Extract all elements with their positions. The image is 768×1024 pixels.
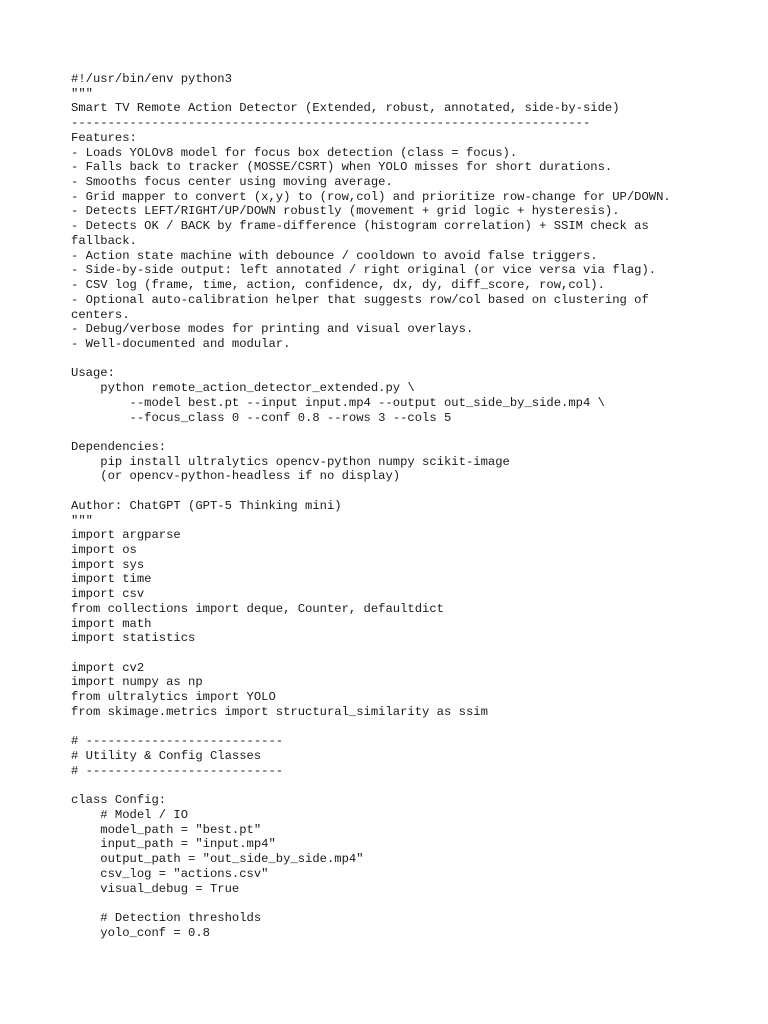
code-line: fallback.	[71, 233, 137, 248]
code-line: - Well-documented and modular.	[71, 336, 291, 351]
code-line: Features:	[71, 130, 137, 145]
code-line: import sys	[71, 557, 145, 572]
code-line: import statistics	[71, 631, 196, 646]
code-line: #!/usr/bin/env python3	[71, 72, 232, 86]
code-line: """	[71, 86, 93, 101]
code-line: import numpy as np	[71, 675, 203, 690]
code-line: # Detection thresholds	[71, 910, 262, 925]
code-line: input_path = "input.mp4"	[71, 837, 276, 852]
code-line: import time	[71, 572, 152, 587]
code-line	[71, 352, 751, 367]
code-line: """	[71, 513, 93, 528]
code-line: - Falls back to tracker (MOSSE/CSRT) when YOLO misses for short durations.	[71, 160, 613, 175]
code-line: - Grid mapper to convert (x,y) to (row,col) and prioritize row-change for UP/DOWN.	[71, 189, 671, 204]
code-line: - Optional auto-calibration helper that suggests row/col based on clustering of	[71, 292, 649, 307]
code-line: - Detects OK / BACK by frame-difference (histogram correlation) + SSIM check as	[71, 219, 649, 234]
code-line: csv_log = "actions.csv"	[71, 866, 269, 881]
code-line: - CSV log (frame, time, action, confidence, dx, dy, diff_score, row,col).	[71, 278, 605, 293]
code-line: Usage:	[71, 366, 115, 381]
code-line: # Model / IO	[71, 807, 189, 822]
code-line	[71, 720, 751, 735]
code-line: Author: ChatGPT (GPT-5 Thinking mini)	[71, 498, 342, 513]
code-line	[71, 484, 751, 499]
code-line: from skimage.metrics import structural_similarity as ssim	[71, 704, 488, 719]
code-line: # Utility & Config Classes	[71, 749, 262, 764]
code-line: - Side-by-side output: left annotated / right original (or vice versa via flag).	[71, 263, 657, 278]
code-line: --focus_class 0 --conf 0.8 --rows 3 --cols 5	[71, 410, 452, 425]
code-line	[71, 646, 751, 661]
code-line: Smart TV Remote Action Detector (Extended, robust, annotated, side-by-side)	[71, 101, 620, 116]
code-line: # ---------------------------	[71, 734, 284, 749]
code-line: import cv2	[71, 660, 145, 675]
code-line: Dependencies:	[71, 439, 167, 454]
code-line: - Smooths focus center using moving average.	[71, 175, 393, 190]
code-line: -----------------------------------------------------------------------	[71, 116, 591, 131]
code-line: class Config:	[71, 793, 167, 808]
code-line	[71, 425, 751, 440]
code-line: - Loads YOLOv8 model for focus box detection (class = focus).	[71, 145, 518, 160]
code-line: (or opencv-python-headless if no display)	[71, 469, 401, 484]
code-line: import os	[71, 543, 137, 557]
code-line: python remote_action_detector_extended.py \	[71, 381, 415, 396]
code-line: centers.	[71, 307, 130, 322]
code-line: yolo_conf = 0.8	[71, 925, 210, 940]
code-line: import math	[71, 616, 152, 631]
code-line: - Debug/verbose modes for printing and visual overlays.	[71, 322, 474, 337]
code-line: # ---------------------------	[71, 763, 284, 778]
code-line	[71, 896, 751, 911]
code-line: pip install ultralytics opencv-python numpy scikit-image	[71, 454, 510, 469]
code-line: import argparse	[71, 528, 181, 543]
code-line: --model best.pt --input input.mp4 --output out_side_by_side.mp4 \	[71, 395, 605, 410]
code-line: output_path = "out_side_by_side.mp4"	[71, 852, 364, 867]
code-line: model_path = "best.pt"	[71, 822, 262, 837]
code-line: visual_debug = True	[71, 881, 240, 896]
code-line: - Action state machine with debounce / cooldown to avoid false triggers.	[71, 248, 598, 263]
code-line: from ultralytics import YOLO	[71, 690, 276, 705]
code-line: - Detects LEFT/RIGHT/UP/DOWN robustly (movement + grid logic + hysteresis).	[71, 204, 620, 219]
code-line	[71, 779, 751, 794]
code-line: import csv	[71, 587, 145, 602]
code-line: from collections import deque, Counter, defaultdict	[71, 601, 444, 616]
code-document	[71, 72, 751, 940]
